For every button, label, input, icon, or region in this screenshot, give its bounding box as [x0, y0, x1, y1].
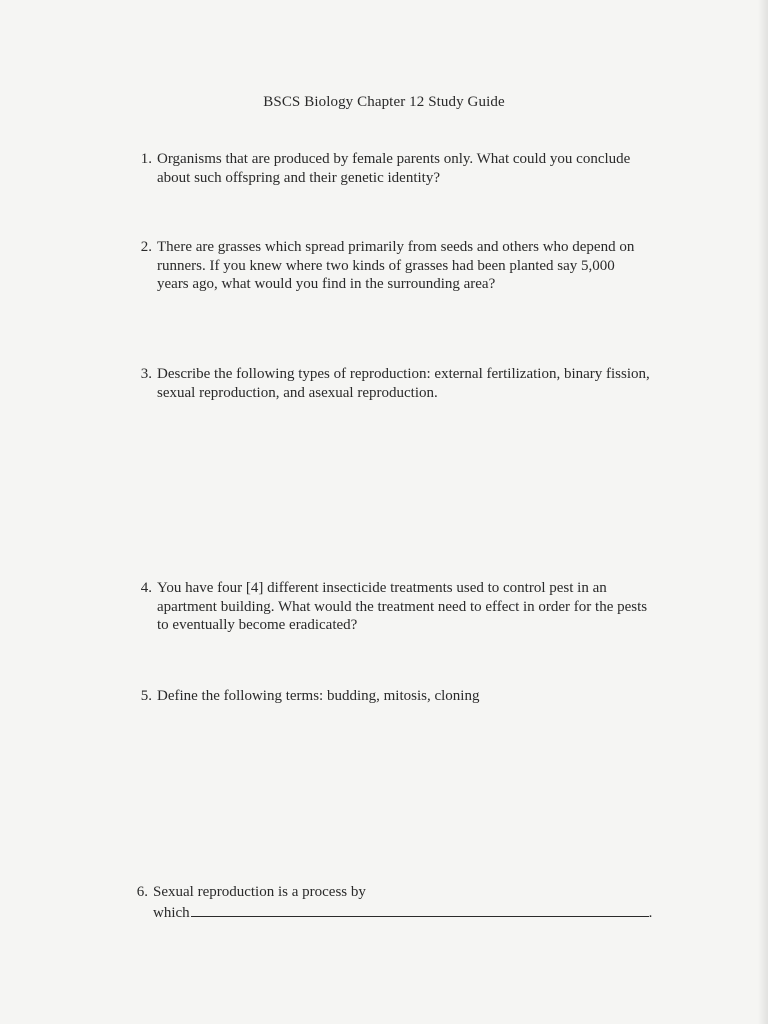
fill-in-suffix: .	[648, 904, 653, 921]
fill-in-line	[153, 902, 673, 923]
question-line: Sexual reproduction is a process by	[153, 884, 366, 900]
question-text	[157, 579, 677, 635]
page-edge-shadow	[758, 0, 768, 1024]
question-line: about such offspring and their genetic identity?	[157, 169, 440, 186]
question-line: You have four [4] different insecticide treatments used to control pest in an	[157, 580, 607, 596]
question-line: Define the following terms: budding, mitosis, cloning	[157, 688, 480, 704]
question-line: Organisms that are produced by female parents only. What could you conclude	[157, 151, 631, 167]
question-number: 4.	[140, 580, 152, 596]
question-line: to eventually become eradicated?	[157, 617, 358, 633]
answer-blank	[191, 902, 649, 917]
question-text	[153, 883, 673, 922]
question-line: years ago, what would you find in the surrounding area?	[157, 276, 496, 292]
question-number: 3.	[140, 366, 152, 382]
question-text	[157, 365, 677, 402]
question-line: apartment building. What would the treatment need to effect in order for the pests	[157, 598, 648, 615]
question-text	[157, 238, 677, 294]
question-line: runners. If you knew where two kinds of grasses had been planted say 5,000	[157, 257, 615, 274]
fill-in-prefix: which	[153, 904, 190, 921]
page-title: BSCS Biology Chapter 12 Study Guide	[263, 94, 505, 110]
question-number: 1.	[140, 151, 152, 167]
question-line: sexual reproduction, and asexual reproduction.	[157, 384, 438, 401]
question-line: Describe the following types of reproduction: external fertilization, binary fission,	[157, 366, 650, 382]
question-text	[157, 687, 677, 706]
question-line: There are grasses which spread primarily from seeds and others who depend on	[157, 239, 635, 255]
question-number: 6.	[136, 884, 148, 900]
question-number: 2.	[140, 239, 152, 255]
question-number: 5.	[140, 688, 152, 704]
question-text	[157, 150, 677, 187]
